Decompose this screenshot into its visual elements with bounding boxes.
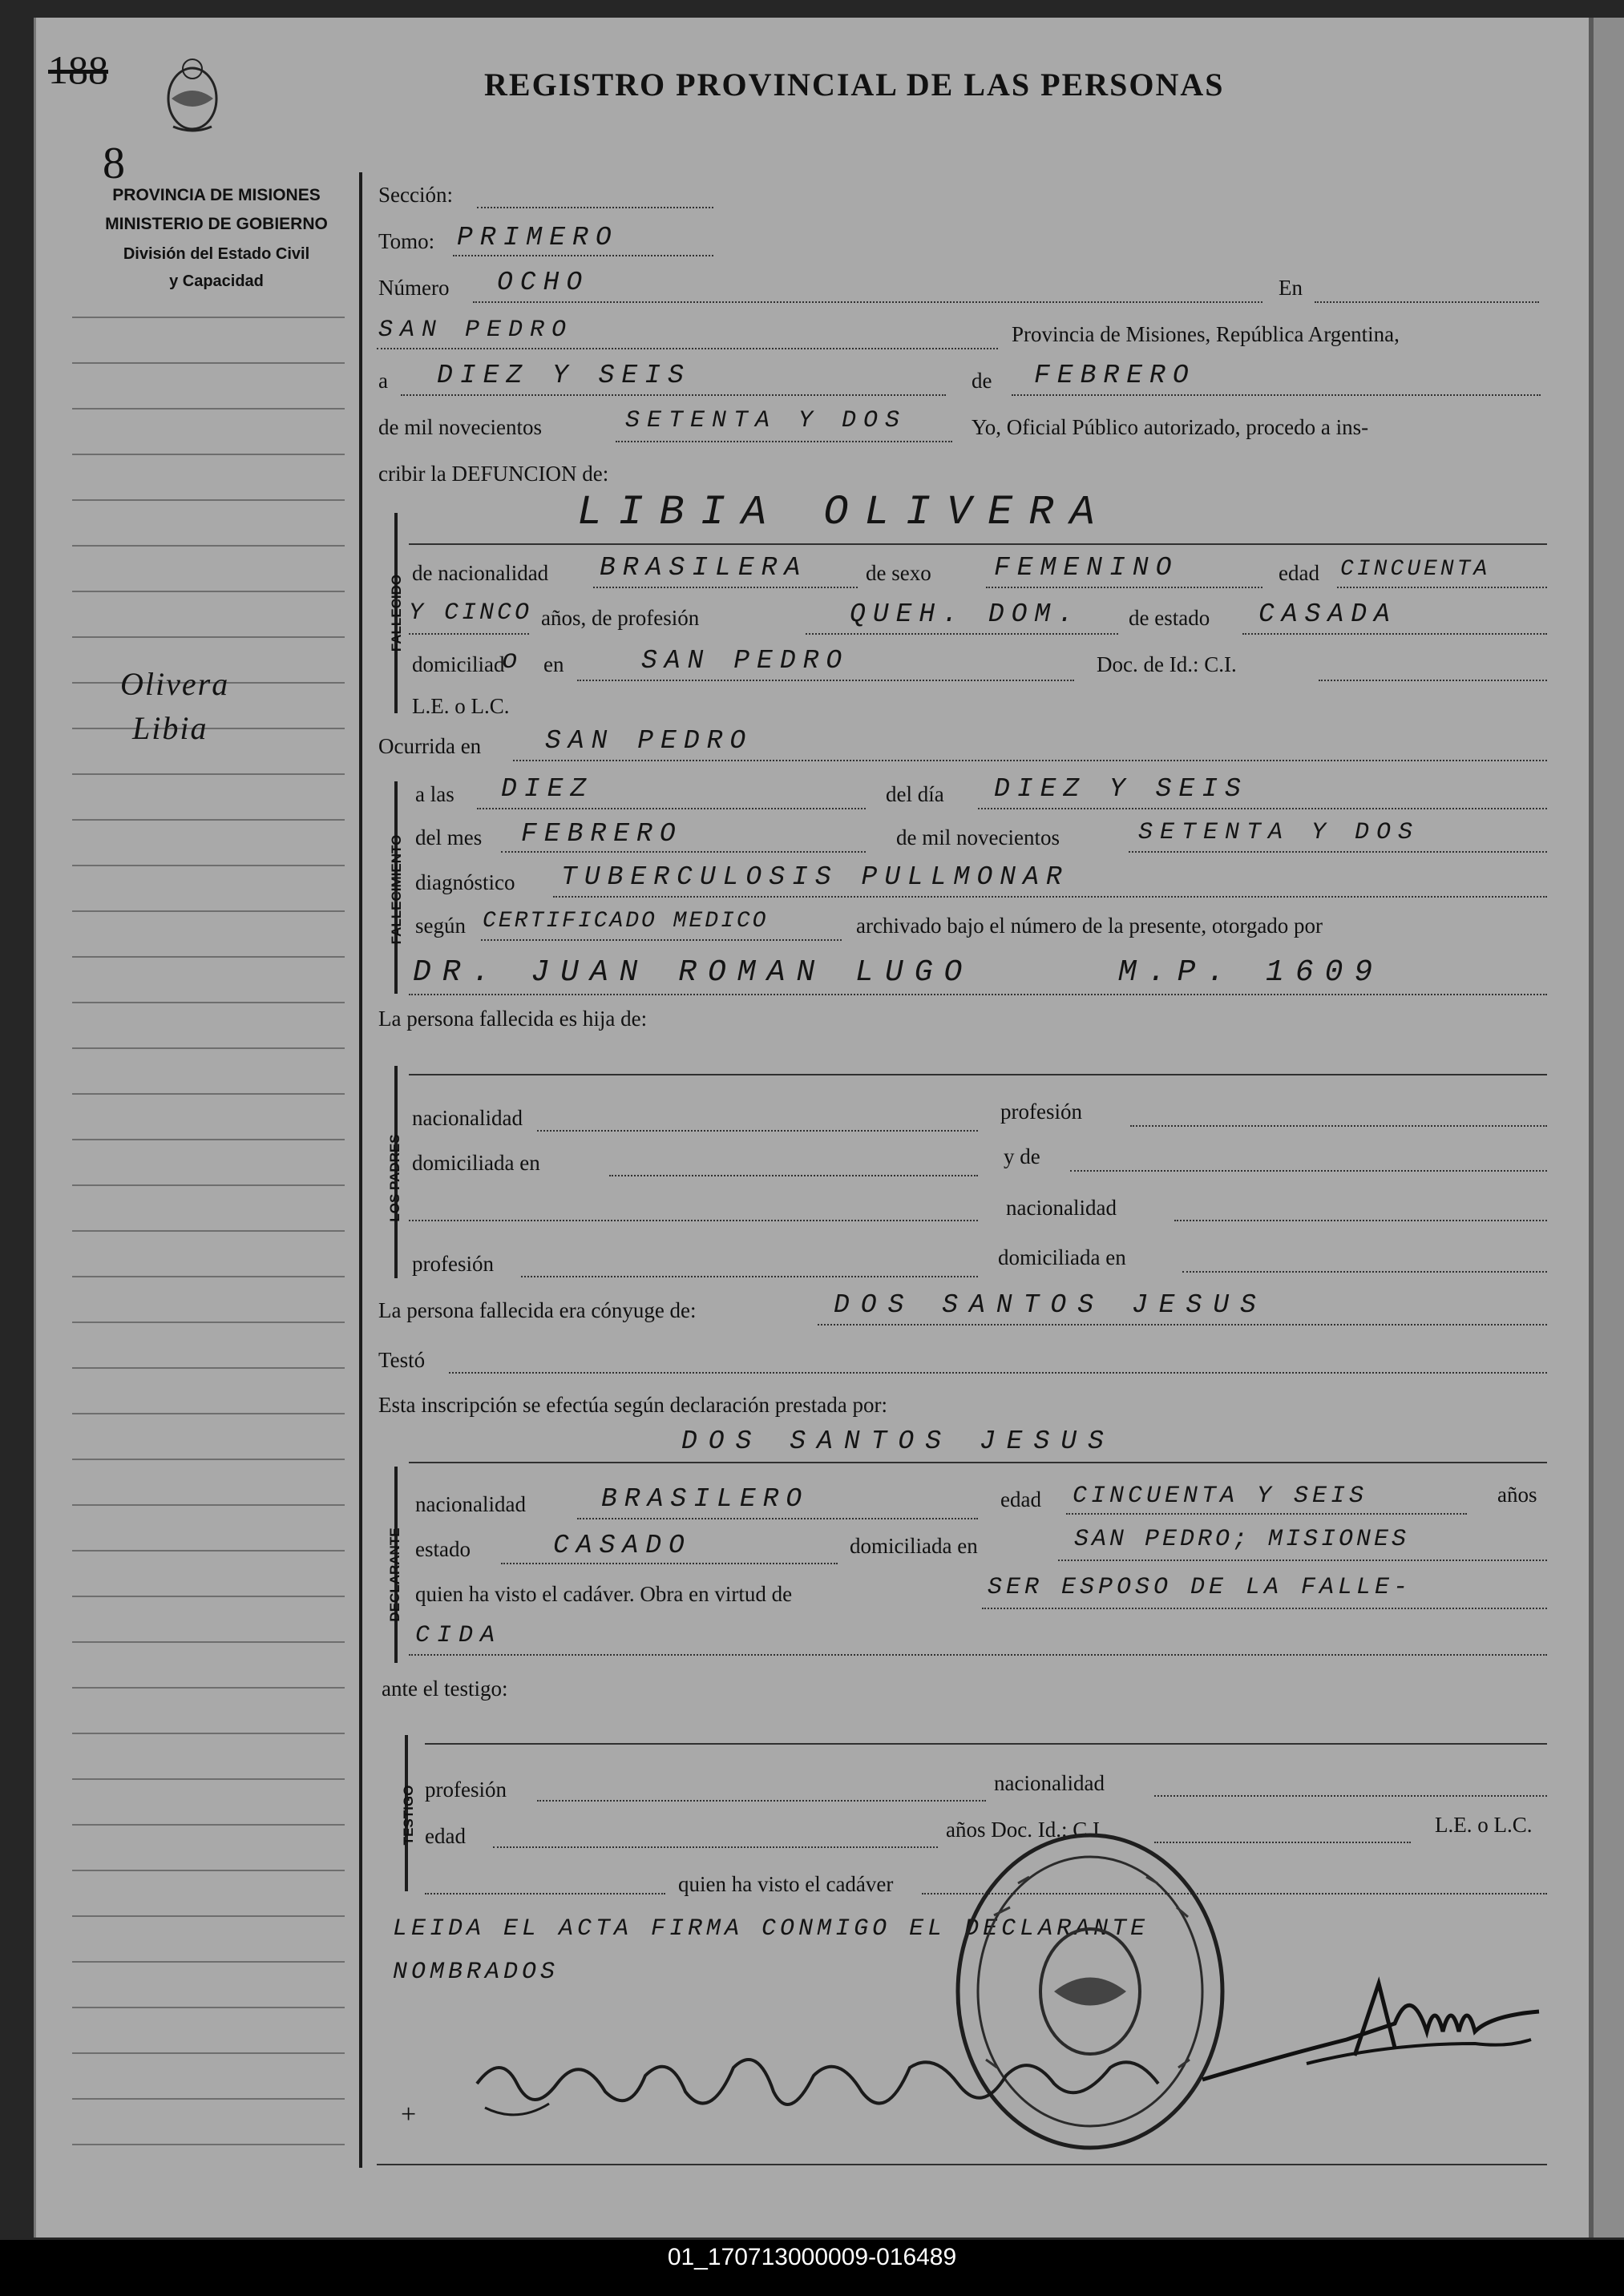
- testo-line: [449, 1372, 1547, 1374]
- doc-id-line: [1319, 680, 1547, 681]
- value-anio: SETENTA Y DOS: [625, 407, 907, 434]
- domicilio-line: [577, 680, 1074, 681]
- label-tomo: Tomo:: [378, 229, 435, 253]
- label-decl-visto: quien ha visto el cadáver. Obra en virtud de: [415, 1582, 793, 1606]
- value-nacionalidad: BRASILERA: [600, 553, 808, 583]
- value-decl-edad: CINCUENTA Y SEIS: [1073, 1483, 1368, 1510]
- lugar-line: [377, 348, 998, 349]
- page-fold: [1589, 18, 1624, 2237]
- value-ocurrida: SAN PEDRO: [545, 726, 753, 756]
- label-test-le-lc: L.E. o L.C.: [1435, 1813, 1533, 1837]
- value-decl-obra-1: SER ESPOSO DE LA FALLE-: [988, 1574, 1412, 1601]
- test-nacionalidad-line: [1154, 1795, 1547, 1797]
- label-del-dia: del día: [886, 782, 944, 806]
- medico-line: [409, 994, 1547, 995]
- padres-name-line: [409, 1074, 1547, 1075]
- value-anio-2: SETENTA Y DOS: [1138, 819, 1420, 846]
- y-de-line: [1070, 1170, 1547, 1172]
- padres-profesion-line: [1130, 1125, 1547, 1127]
- edad-line: [1337, 587, 1547, 588]
- sexo-line: [986, 587, 1262, 588]
- decl-obra-1-line: [982, 1608, 1547, 1609]
- estado-line: [1242, 633, 1547, 635]
- margin-note-name: Libia: [132, 710, 208, 746]
- label-padres-domiciliada-2: domiciliada en: [998, 1245, 1126, 1269]
- side-label-padres: LOS PADRES: [387, 1134, 402, 1222]
- division-heading-2: y Capacidad: [169, 272, 264, 290]
- nombre-line: [409, 543, 1547, 545]
- value-domiciliad: o: [502, 646, 518, 676]
- label-edad: edad: [1279, 561, 1319, 585]
- label-y-de: y de: [1004, 1144, 1040, 1168]
- label-hija-de: La persona fallecida es hija de:: [378, 1007, 648, 1031]
- frame-label: 01_170713000009-016489: [667, 2244, 957, 2270]
- mes-2-line: [501, 851, 866, 853]
- conyuge-line: [818, 1324, 1547, 1326]
- label-test-anios-doc: años Doc. Id.: C.I.: [946, 1818, 1105, 1842]
- value-decl-estado: CASADO: [553, 1531, 692, 1560]
- value-certificado: CERTIFICADO MEDICO: [483, 909, 769, 934]
- profesion-line: [806, 633, 1118, 635]
- padres-profesion-2-line: [521, 1276, 978, 1277]
- label-test-profesion: profesión: [425, 1777, 507, 1802]
- padres-domiciliada-line: [609, 1175, 978, 1176]
- label-de-mil: de mil novecientos: [378, 415, 542, 439]
- margin-divider: [359, 172, 362, 2168]
- value-closing-1: LEIDA EL ACTA FIRMA CONMIGO EL DECLARANTE: [393, 1915, 1149, 1943]
- value-lugar: SAN PEDRO: [378, 317, 574, 344]
- value-closing-2: NOMBRADOS: [393, 1959, 560, 1986]
- label-inscripcion: Esta inscripción se efectúa según declaración prestada por:: [378, 1393, 887, 1417]
- value-medico: DR. JUAN ROMAN LUGO: [413, 955, 974, 990]
- margin-note-surname: Olivera: [120, 666, 230, 702]
- value-profesion: QUEH. DOM.: [850, 599, 1081, 629]
- folio-number: 188: [48, 47, 108, 92]
- value-tomo: PRIMERO: [457, 223, 619, 252]
- value-numero: OCHO: [497, 268, 590, 297]
- label-en-domicilio: en: [543, 652, 564, 676]
- label-a-las: a las: [415, 782, 454, 806]
- test-profesion-line: [537, 1800, 986, 1802]
- dia-line: [401, 394, 946, 396]
- dia-2-line: [978, 808, 1547, 809]
- anio-2-line: [1129, 851, 1547, 853]
- label-padres-profesion-2: profesión: [412, 1252, 494, 1276]
- label-decl-nacionalidad: nacionalidad: [415, 1492, 526, 1516]
- label-le-lc: L.E. o L.C.: [412, 694, 510, 718]
- decl-obra-2-line: [409, 1654, 1547, 1656]
- padres-nacionalidad-2-line: [1174, 1220, 1547, 1221]
- padres-blank-line: [409, 1220, 978, 1221]
- decl-nacionalidad-line: [577, 1518, 978, 1519]
- value-edad-2: Y CINCO: [409, 599, 533, 627]
- value-decl-obra-2: CIDA: [415, 1622, 503, 1649]
- label-de-mes: de: [972, 369, 992, 393]
- label-seccion: Sección:: [378, 183, 453, 207]
- closing-line: [377, 2164, 1547, 2165]
- label-de-mil-2: de mil novecientos: [896, 825, 1060, 849]
- ocurrida-line: [513, 760, 1547, 761]
- label-archivado: archivado bajo el número de la presente, otorgado por: [856, 914, 1323, 938]
- label-segun: según: [415, 914, 466, 938]
- value-dia-2: DIEZ Y SEIS: [994, 774, 1248, 804]
- page-number: 8: [103, 139, 125, 188]
- value-matricula: M.P. 1609: [1118, 955, 1384, 990]
- padres-domiciliada-2-line: [1182, 1271, 1547, 1273]
- decl-edad-line: [1066, 1513, 1467, 1515]
- anio-line: [616, 441, 952, 442]
- label-decl-domiciliada: domiciliada en: [850, 1534, 978, 1558]
- label-provincia: Provincia de Misiones, República Argentina,: [1012, 322, 1400, 346]
- side-label-fallecido: FALLECIDO: [389, 574, 404, 652]
- label-diagnostico: diagnóstico: [415, 870, 515, 894]
- label-decl-estado: estado: [415, 1537, 471, 1561]
- label-yo-oficial: Yo, Oficial Público autorizado, procedo a ins-: [972, 415, 1369, 439]
- label-padres-nacionalidad-2: nacionalidad: [1006, 1196, 1117, 1220]
- value-domicilio: SAN PEDRO: [641, 646, 850, 676]
- label-ante-testigo: ante el testigo:: [382, 1677, 508, 1701]
- tomo-line: [453, 255, 713, 256]
- declarant-signature: [469, 2036, 1174, 2132]
- label-domiciliad: domiciliad: [412, 652, 505, 676]
- value-nombre: LIBIA OLIVERA: [577, 489, 1111, 536]
- side-label-declarante: DECLARANTE: [387, 1527, 402, 1622]
- declarante-line: [409, 1462, 1547, 1463]
- value-declarante: DOS SANTOS JESUS: [681, 1426, 1115, 1456]
- label-cribir: cribir la DEFUNCION de:: [378, 462, 609, 486]
- label-test-visto: quien ha visto el cadáver: [678, 1872, 894, 1896]
- numero-line: [473, 301, 1262, 303]
- label-conyuge: La persona fallecida era cónyuge de:: [378, 1298, 697, 1322]
- value-decl-nacionalidad: BRASILERO: [601, 1484, 810, 1514]
- label-padres-domiciliada: domiciliada en: [412, 1151, 540, 1175]
- value-conyuge: DOS SANTOS JESUS: [834, 1290, 1267, 1320]
- side-label-fallecimiento: FALLECIMIENTO: [389, 834, 404, 945]
- official-signature: [1186, 1967, 1555, 2096]
- value-sexo: FEMENINO: [994, 553, 1179, 583]
- label-decl-anios: años: [1497, 1483, 1537, 1507]
- ministry-heading: MINISTERIO DE GOBIERNO: [105, 215, 328, 233]
- test-edad-line: [493, 1846, 938, 1848]
- document-title: REGISTRO PROVINCIAL DE LAS PERSONAS: [484, 67, 1225, 103]
- value-decl-domicilio: SAN PEDRO; MISIONES: [1074, 1526, 1410, 1553]
- value-mes: FEBRERO: [1034, 361, 1196, 390]
- cross-mark: +: [401, 2100, 417, 2129]
- edad-2-line: [409, 633, 529, 635]
- value-mes-2: FEBRERO: [521, 819, 683, 849]
- division-heading-1: División del Estado Civil: [123, 245, 310, 263]
- decl-estado-line: [501, 1563, 838, 1564]
- hora-line: [477, 808, 866, 809]
- label-doc-id: Doc. de Id.: C.I.: [1097, 652, 1237, 676]
- label-estado: de estado: [1129, 606, 1210, 630]
- certificado-line: [481, 939, 842, 941]
- label-padres-profesion: profesión: [1000, 1100, 1082, 1124]
- province-heading: PROVINCIA DE MISIONES: [112, 186, 321, 204]
- label-test-nacionalidad: nacionalidad: [994, 1771, 1105, 1795]
- label-a: a: [378, 369, 388, 393]
- diagnostico-line: [553, 896, 1547, 898]
- label-anios-profesion: años, de profesión: [541, 606, 700, 630]
- seccion-line: [477, 207, 713, 208]
- coat-of-arms: [160, 54, 224, 135]
- test-visto-pre-line: [425, 1893, 665, 1895]
- document-page: [34, 18, 1591, 2237]
- value-dia: DIEZ Y SEIS: [437, 361, 691, 390]
- label-ocurrida: Ocurrida en: [378, 734, 482, 758]
- value-hora: DIEZ: [501, 774, 594, 804]
- nacionalidad-line: [593, 587, 858, 588]
- decl-domicilio-line: [1058, 1560, 1547, 1561]
- value-estado: CASADA: [1258, 599, 1397, 629]
- mes-line: [1012, 394, 1541, 396]
- label-numero: Número: [378, 276, 450, 300]
- label-test-edad: edad: [425, 1824, 466, 1848]
- testigo-name-line: [425, 1743, 1547, 1745]
- label-padres-nacionalidad: nacionalidad: [412, 1106, 523, 1130]
- padres-nacionalidad-line: [537, 1130, 978, 1132]
- side-label-testigo: TESTIGO: [401, 1785, 416, 1846]
- en-line: [1315, 301, 1539, 303]
- label-sexo: de sexo: [866, 561, 931, 585]
- value-diagnostico: TUBERCULOSIS PULLMONAR: [561, 862, 1069, 892]
- label-testo: Testó: [378, 1348, 426, 1372]
- value-edad-1: CINCUENTA: [1340, 557, 1491, 582]
- label-de-nacionalidad: de nacionalidad: [412, 561, 549, 585]
- label-del-mes: del mes: [415, 825, 483, 849]
- label-decl-edad: edad: [1000, 1487, 1041, 1511]
- label-en: En: [1279, 276, 1303, 300]
